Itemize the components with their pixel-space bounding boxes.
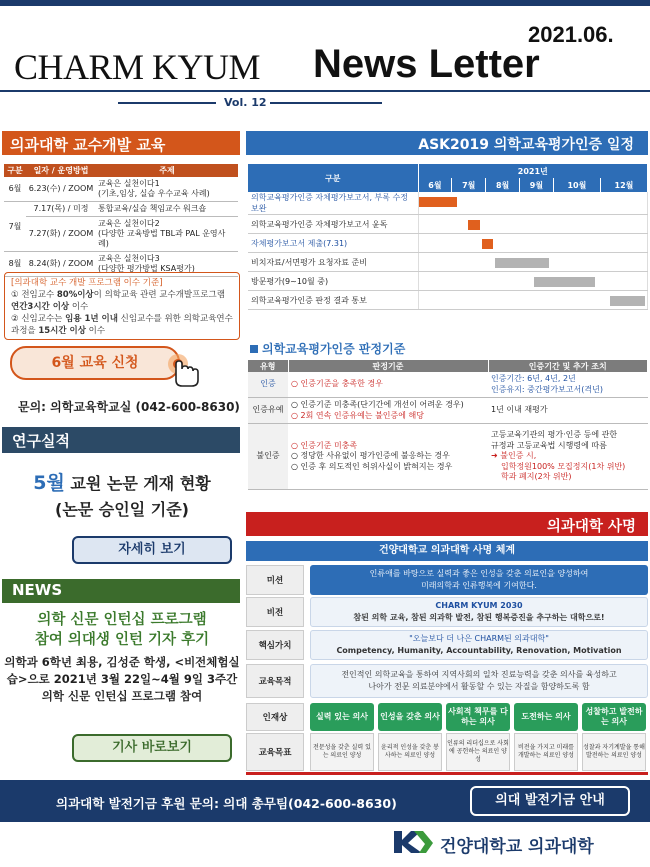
mission-text-line: 나아가 전문 의료분야에서 활동할 수 있는 자질을 함양하도록 함 — [368, 682, 590, 691]
table-header: 유형 — [248, 360, 288, 372]
criteria-period-line: 고등교육기관의 평가·인증 등에 관한 — [491, 430, 618, 440]
criteria-type: 인증유예 — [248, 398, 288, 424]
criteria-period-line: 1년 이내 재평가 — [491, 405, 548, 415]
schedule-date: 8.24(화) / ZOOM — [26, 252, 96, 277]
news-title-line: 참여 의대생 인턴 기자 후기 — [34, 632, 210, 648]
development-fund-button[interactable]: 의대 발전기금 안내 — [470, 786, 630, 816]
schedule-month: 8월 — [4, 252, 26, 277]
goal-item: 전문성을 갖춘 실력 있는 의료인 양성 — [310, 733, 374, 771]
schedule-date: 7.17(목) / 미정 — [26, 202, 96, 217]
gantt-row — [248, 234, 648, 253]
schedule-month: 7월 — [4, 202, 26, 252]
news-body: 의학과 6학년 최용, 김성준 학생, <비전체험실습>으로 2021년 3월 22일~4월 9일 3주간 의학 신문 인턴십 프로그램 참여 — [4, 655, 240, 703]
header-rule — [0, 90, 650, 92]
gantt-month: 10월 — [553, 178, 600, 192]
mission-row — [246, 565, 648, 595]
talent-item: 실력 있는 의사 — [310, 703, 374, 731]
footer-contact: 의과대학 발전기금 후원 문의: 의대 총무팀(042-600-8630) — [56, 796, 397, 811]
university-name: 건양대학교 의과대학 — [440, 837, 594, 857]
talent-item: 도전하는 의사 — [514, 703, 578, 731]
table-header: 주제 — [96, 164, 238, 177]
gantt-track — [418, 234, 648, 253]
square-bullet-icon — [250, 345, 258, 353]
paper-month: 5월 — [33, 472, 65, 494]
paper-subtitle: (논문 승인일 기준) — [55, 500, 189, 519]
faculty-contact: 문의: 의학교육학교실 (042-600-8630) — [18, 400, 240, 414]
criteria-period-line: 규정과 고등교육법 시행령에 따름 — [491, 440, 607, 450]
university-logo — [392, 829, 434, 855]
mission-text-line: 전인적인 의학교육을 통하여 지역사회의 일차 진료능력을 갖춘 의사를 육성하고 — [341, 670, 617, 679]
mission-row-label: 교육목적 — [246, 664, 304, 698]
gantt-task-label: 의학교육평가인증 자체평가보고서 윤독 — [248, 215, 418, 234]
mission-row-label: 핵심가치 — [246, 630, 304, 660]
gantt-task-label: 의학교육평가인증 자체평가보고서, 부록 수정 보완 — [248, 192, 418, 215]
mission-row-text — [310, 630, 648, 660]
table-row — [4, 217, 238, 252]
detail-view-button[interactable]: 자세히 보기 — [72, 536, 232, 564]
gantt-bar — [610, 296, 645, 306]
criteria-basis-line: ○ 인증기준 미충족 — [291, 440, 358, 450]
gantt-task-label: 자체평가보고서 제출(7.31) — [248, 234, 418, 253]
research-section-header: 연구실적 — [2, 427, 240, 453]
schedule-topic: 교육은 실천이다2 (다양한 교육방법 TBL과 PAL 운영사례) — [96, 217, 238, 252]
mission-text-line: CHARM KYUM 2030 — [435, 601, 523, 610]
paper-title-text: 교원 논문 게재 현황 — [64, 474, 211, 493]
schedule-date: 7.27(화) / ZOOM — [26, 217, 96, 252]
gantt-row — [248, 272, 648, 291]
goal-label: 교육목표 — [246, 733, 304, 771]
gantt-task-label: 방문평가(9~10월 중) — [248, 272, 418, 291]
criteria-basis-line: ○ 정당한 사유없이 평가인증에 불응하는 경우 — [291, 451, 450, 461]
accreditation-gantt-table — [248, 164, 648, 310]
criteria-period — [488, 372, 648, 398]
criteria-basis-line: ○ 인증 후 의도적인 허위사실이 밝혀지는 경우 — [291, 461, 453, 471]
mission-text-line: 인류애를 바탕으로 실력과 좋은 인성을 갖춘 의료인을 양성하여 — [369, 569, 589, 578]
brand-title: CHARM KYUM — [14, 47, 261, 87]
issue-date: 2021.06. — [528, 22, 614, 47]
goal-item: 성찰과 자기계발을 통해 발전하는 의료인 양성 — [582, 733, 646, 771]
criteria-period-line: 학과 폐지(2차 위반) — [501, 472, 572, 482]
mission-row-text — [310, 565, 648, 595]
mission-row-label: 미션 — [246, 565, 304, 595]
criteria-row — [248, 424, 648, 490]
program-criteria-item: ① 전임교수 80%이상이 의학교육 관련 교수개발프로그램 연간3시간 이상 이수 — [11, 290, 225, 312]
schedule-date: 6.23(수) / ZOOM — [26, 177, 96, 202]
gantt-track — [418, 291, 648, 310]
criteria-table — [248, 360, 648, 490]
gantt-row — [248, 253, 648, 272]
criteria-period-line: 인증유지: 중간평가보고서(격년) — [491, 384, 603, 394]
program-criteria-title: [의과대학 교수 개발 프로그램 이수 기준] — [11, 278, 163, 288]
news-title — [4, 610, 240, 650]
mission-section-header: 의과대학 사명 — [246, 512, 648, 536]
criteria-basis — [288, 424, 488, 490]
gantt-month: 7월 — [452, 178, 486, 192]
gantt-row — [248, 192, 648, 215]
faculty-schedule-table — [4, 164, 238, 277]
mission-text-line: Competency, Humanity, Accountability, Renovation, Motivation — [336, 646, 622, 655]
article-view-button[interactable]: 기사 바로보기 — [72, 734, 232, 762]
schedule-topic: 통합교육/실습 책임교수 워크숍 — [96, 202, 238, 217]
gantt-month: 6월 — [418, 178, 452, 192]
mission-text-line: 미래의학과 인류행복에 기여한다. — [421, 581, 537, 590]
pointer-hand-icon — [164, 350, 204, 390]
talent-label: 인재상 — [246, 703, 304, 731]
schedule-month: 6월 — [4, 177, 26, 202]
goal-row — [246, 733, 648, 771]
accreditation-section-header: ASK2019 의학교육평가인증 일정 — [246, 131, 648, 155]
gantt-month: 8월 — [486, 178, 520, 192]
talent-item: 성찰하고 발전하는 의사 — [582, 703, 646, 731]
mission-row — [246, 630, 648, 660]
schedule-topic: 교육은 실천이다1 (기초,임상, 실습 우수교육 사례) — [96, 177, 238, 202]
gantt-month: 9월 — [520, 178, 554, 192]
volume-number: Vol. 12 — [224, 96, 267, 109]
program-criteria-box — [4, 272, 240, 340]
mission-text-line: 참된 의학 교육, 참된 의과학 발전, 참된 행복증진을 추구하는 대학으로! — [353, 613, 605, 622]
mission-row — [246, 597, 648, 627]
paper-status-title — [8, 470, 236, 523]
gantt-row — [248, 215, 648, 234]
gantt-bar — [419, 197, 457, 207]
gantt-row — [248, 291, 648, 310]
gantt-task-label: 비치자료/서면평가 요청자료 준비 — [248, 253, 418, 272]
gantt-track — [418, 253, 648, 272]
mission-system-title: 건양대학교 의과대학 사명 체계 — [246, 541, 648, 561]
talent-row — [246, 703, 648, 731]
newsletter-title: News Letter — [313, 42, 540, 86]
criteria-period — [488, 424, 648, 490]
gantt-track — [418, 272, 648, 291]
news-section-header: NEWS — [2, 579, 240, 603]
top-bar — [0, 0, 650, 6]
criteria-basis-line: ○ 인증기준을 충족한 경우 — [291, 379, 383, 389]
criteria-title — [250, 340, 405, 357]
volume-line-left — [118, 102, 216, 104]
criteria-basis-line: ○ 2회 연속 인증유예는 불인증에 해당 — [291, 410, 424, 420]
gantt-bar — [495, 258, 549, 268]
criteria-row — [248, 398, 648, 424]
talent-item: 사회적 책무를 다하는 의사 — [446, 703, 510, 731]
criteria-type: 인증 — [248, 372, 288, 398]
criteria-row — [248, 372, 648, 398]
gantt-month: 12월 — [600, 178, 647, 192]
criteria-basis — [288, 372, 488, 398]
table-header: 구분 — [4, 164, 26, 177]
criteria-type: 불인증 — [248, 424, 288, 490]
june-register-button[interactable]: 6월 교육 신청 — [10, 346, 180, 380]
gantt-task-label: 의학교육평가인증 판정 결과 통보 — [248, 291, 418, 310]
gantt-track — [418, 215, 648, 234]
goal-item: 인류의 리더십으로 사회에 공헌하는 의료인 양성 — [446, 733, 510, 771]
program-criteria-item: ② 신임교수는 임용 1년 이내 신임교수를 위한 의학교육연수과정을 15시간 이상 이수 — [11, 314, 233, 336]
criteria-basis-line: ○ 인증기준 미충족(단기간에 개선이 어려운 경우) — [291, 400, 464, 409]
table-row — [4, 202, 238, 217]
schedule-topic: 교육은 실천이다3 (다양한 평가방법 KSA평가) — [96, 252, 238, 277]
table-header: 판정기준 — [288, 360, 488, 372]
mission-text-line: "오늘보다 더 나은 CHARM된 의과대학" — [409, 634, 549, 643]
news-title-line: 의학 신문 인턴십 프로그램 — [37, 612, 207, 628]
talent-item: 인성을 갖춘 의사 — [378, 703, 442, 731]
goal-item: 비전을 가지고 미래를 개발하는 의료인 양성 — [514, 733, 578, 771]
mission-row-text — [310, 597, 648, 627]
gantt-bar — [482, 239, 494, 249]
criteria-period-line: ➜ 불인증 시, — [491, 451, 537, 461]
goal-item: 윤리적 인성을 갖춘 봉사하는 의료인 양성 — [378, 733, 442, 771]
gantt-track — [418, 192, 648, 215]
faculty-section-header: 의과대학 교수개발 교육 — [2, 131, 240, 155]
gantt-bar — [534, 277, 595, 287]
volume-line-right — [270, 102, 382, 104]
table-header: 인증기간 및 추가 조치 — [488, 360, 648, 372]
mission-row-label: 비전 — [246, 597, 304, 627]
criteria-period — [488, 398, 648, 424]
criteria-period-line: 인증기간: 6년, 4년, 2년 — [491, 374, 576, 383]
table-header: 일자 / 운영방법 — [26, 164, 96, 177]
gantt-col-label: 구분 — [248, 164, 418, 192]
mission-row — [246, 664, 648, 698]
mission-row-text — [310, 664, 648, 698]
criteria-basis — [288, 398, 488, 424]
criteria-title-text: 의학교육평가인증 판정기준 — [262, 342, 406, 356]
gantt-year: 2021년 — [418, 164, 648, 178]
mission-bottom-line — [246, 772, 648, 775]
table-row — [4, 177, 238, 202]
criteria-period-line: 입학정원100% 모집정지(1차 위반) — [501, 461, 626, 471]
gantt-bar — [468, 220, 480, 230]
